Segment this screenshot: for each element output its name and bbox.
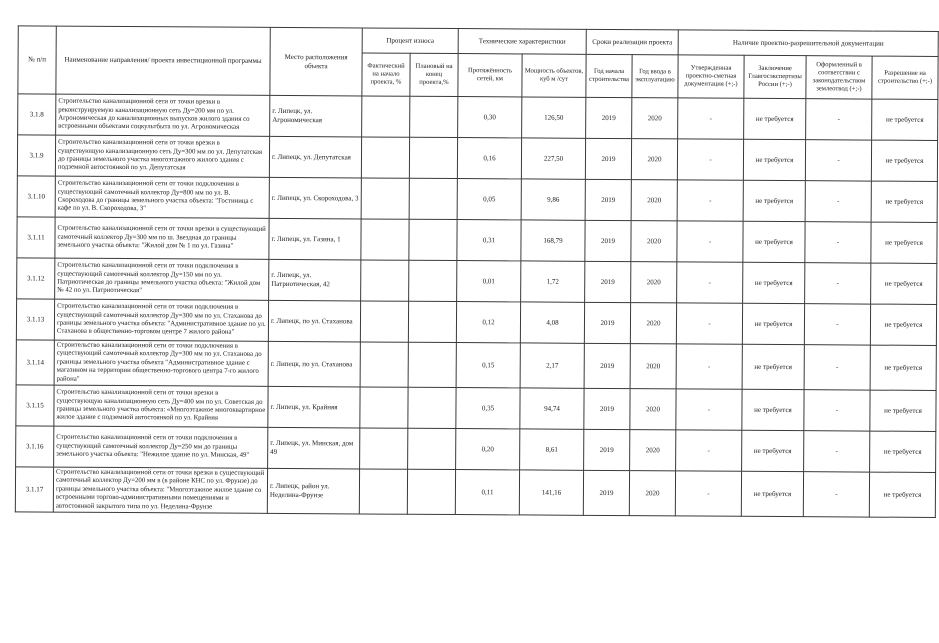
table-row: [18, 94, 938, 141]
row-location: г. Липецк, по ул. Стаханова: [268, 300, 360, 342]
row-end-year: 2020: [631, 139, 677, 180]
header-num: № п/п: [18, 26, 56, 94]
row-progress-actual: [361, 219, 409, 260]
row-progress-plan: [408, 387, 456, 428]
row-docs-permit: не требуется: [870, 431, 936, 472]
row-capacity: 168,79: [521, 220, 585, 261]
row-progress-actual: [360, 301, 408, 342]
row-capacity: 1,72: [521, 261, 585, 302]
row-start-year: 2019: [585, 220, 631, 261]
row-docs-land: -: [805, 222, 871, 263]
table-row: [16, 426, 936, 473]
row-num: 3.1.17: [15, 467, 53, 512]
row-length: 0,30: [458, 97, 522, 138]
row-docs-permit: не требуется: [870, 304, 936, 345]
row-docs-permit: не требуется: [870, 390, 936, 431]
row-progress-actual: [361, 260, 409, 301]
row-docs-expertise: не требуется: [742, 430, 804, 471]
row-location: г. Липецк, ул. Агрономическая: [270, 95, 362, 137]
row-end-year: 2020: [630, 303, 676, 344]
row-progress-actual: [360, 342, 408, 387]
row-progress-actual: [360, 428, 408, 469]
investment-program-table: [15, 25, 939, 518]
row-end-year: 2020: [630, 430, 676, 471]
row-length: 0,16: [457, 138, 521, 179]
header-tech-group: Технические характеристики: [458, 29, 586, 55]
table-row: [16, 299, 936, 346]
row-project-name: Строительство канализационной сети от точки врезки в реконструируемую канализационную сеть Ду=200 мм по ул. Агрономическая до канализационных выпусков жилого здания со встроенными объектами соцкультбыта по ул. Агрономическая: [56, 94, 270, 136]
row-progress-actual: [359, 469, 407, 514]
row-length: 0,12: [456, 302, 520, 343]
header-place: Место расположения объекта: [270, 27, 362, 96]
row-location: г. Липецк, ул. Минская, дом 49: [268, 427, 360, 469]
row-start-year: 2019: [584, 429, 630, 470]
row-project-name: Строительство канализационной сети от точки врезки в существующую канализационную сеть Ду=400 мм по ул. Советская до границы земельного участка объекта: «Многоэтажное многоквартирное жилое здание с подземной автостоянкой по ул. Крайняя: [54, 385, 268, 427]
row-length: 0,20: [456, 429, 520, 470]
row-start-year: 2019: [585, 261, 631, 302]
row-num: 3.1.13: [16, 299, 54, 340]
header-dates-start: Год начала строительства: [586, 54, 632, 97]
row-docs-expertise: не требуется: [742, 344, 804, 389]
row-progress-plan: [409, 219, 457, 260]
row-length: 0,11: [455, 470, 519, 515]
row-start-year: 2019: [584, 388, 630, 429]
table-row: [16, 340, 936, 391]
row-docs-permit: не требуется: [871, 222, 937, 263]
row-capacity: 2,17: [520, 343, 584, 388]
row-start-year: 2019: [585, 138, 631, 179]
row-progress-plan: [407, 469, 455, 514]
row-docs-permit: не требуется: [871, 181, 937, 222]
row-location: г. Липецк, ул. Крайняя: [268, 386, 360, 428]
row-docs-approved: -: [677, 139, 743, 180]
row-docs-expertise: не требуется: [741, 471, 803, 516]
row-length: 0,05: [457, 179, 521, 220]
row-docs-land: -: [806, 99, 872, 140]
row-progress-plan: [410, 96, 458, 137]
row-progress-actual: [361, 137, 409, 178]
row-start-year: 2019: [586, 97, 632, 138]
row-docs-land: -: [803, 472, 869, 517]
row-project-name: Строительство канализационной сети от точки подключения в существующий самотечный коллектор Ду=800 мм по ул. В. Скороходова до границы земельного участка объекта: "Гостиница с кафе по ул. В. Скороходова, 3": [55, 176, 269, 218]
row-location: г. Липецк, ул. Патриотическая, 42: [269, 259, 361, 301]
row-capacity: 8,61: [520, 429, 584, 470]
table-row: [17, 217, 937, 264]
row-capacity: 4,08: [520, 302, 584, 343]
header-progress-actual: Фактический на начало проекта, %: [362, 53, 410, 96]
row-num: 3.1.15: [16, 385, 54, 426]
row-progress-actual: [360, 387, 408, 428]
row-num: 3.1.16: [16, 426, 54, 467]
row-num: 3.1.10: [17, 176, 55, 217]
table-row: [17, 135, 937, 182]
row-project-name: Строительство канализационной сети от точки врезки в существующий самотечный коллектор Ду=200 мм в (в районе КНС по ул. Фрунзе) до границы земельного участка объекта: "Многоэтажное жилое здание со встроенными торгово-административными помещениями и автостоянкой закрытого типа по ул. Неделина-Фрунзе: [53, 467, 267, 513]
header-tech-capacity: Мощность объектов, куб м /сут: [522, 54, 586, 97]
row-docs-approved: -: [676, 303, 742, 344]
row-location: г. Липецк, ул. Газина, 1: [269, 218, 361, 260]
row-docs-expertise: не требуется: [743, 221, 805, 262]
row-capacity: 9,86: [521, 179, 585, 220]
table-row: [17, 176, 937, 223]
header-docs-permit: Разрешение на строительство (+;-): [872, 56, 938, 99]
row-num: 3.1.9: [17, 135, 55, 176]
row-docs-permit: не требуется: [869, 472, 935, 517]
row-docs-land: -: [805, 263, 871, 304]
row-start-year: 2019: [585, 179, 631, 220]
row-docs-expertise: не требуется: [744, 98, 806, 139]
row-docs-permit: не требуется: [871, 140, 937, 181]
row-progress-plan: [409, 178, 457, 219]
header-progress-plan: Плановый на конец проекта,%: [410, 53, 458, 96]
row-project-name: Строительство канализационной сети от точки врезки в существующий самотечный коллектор Ду=300 мм по ш. Звездная до границы земельного участка объекта: "Жилой дом № 1 по ул. Газина": [55, 217, 269, 259]
row-location: г. Липецк, по ул. Стаханова: [268, 341, 360, 387]
row-docs-permit: не требуется: [872, 99, 938, 140]
row-project-name: Строительство канализационной сети от точки подключения в существующий самотечный коллектор Ду=150 мм по ул. Патриотическая до границы земельного участка объекта: "Жилой дом № 42 по ул. Патриотическая": [55, 258, 269, 300]
row-docs-land: -: [805, 140, 871, 181]
row-num: 3.1.12: [17, 258, 55, 299]
table-row: [15, 467, 935, 518]
row-end-year: 2020: [631, 180, 677, 221]
header-docs-approved: Утвержденная проектно-сметная документация (+;-): [678, 55, 744, 98]
row-end-year: 2020: [632, 98, 678, 139]
row-docs-expertise: не требуется: [743, 139, 805, 180]
row-docs-approved: -: [676, 344, 742, 389]
row-start-year: 2019: [584, 343, 630, 388]
row-end-year: 2020: [631, 262, 677, 303]
row-docs-approved: -: [676, 389, 742, 430]
header-tech-length: Протяжённость сетей, км: [458, 54, 522, 97]
row-capacity: 227,50: [521, 138, 585, 179]
header-docs-group: Наличие проектно-разрешительной документации: [678, 30, 938, 57]
row-progress-plan: [408, 428, 456, 469]
row-num: 3.1.8: [18, 94, 56, 135]
row-length: 0,15: [456, 343, 520, 388]
row-num: 3.1.14: [16, 340, 54, 385]
row-docs-land: -: [804, 304, 870, 345]
header-dates-end: Год ввода в эксплуатацию: [632, 55, 678, 98]
row-end-year: 2020: [629, 471, 675, 516]
row-progress-plan: [409, 260, 457, 301]
row-docs-land: -: [805, 181, 871, 222]
row-project-name: Строительство канализационной сети от точки подключения в существующий самотечный коллектор Ду=300 мм по ул. Стаханова до границы земельного участка объекта: "Административное здание по ул. Стаханова в общественно-торговом центре 7 жилого района": [54, 299, 268, 341]
row-end-year: 2020: [631, 221, 677, 262]
row-docs-permit: не требуется: [871, 263, 937, 304]
row-length: 0,31: [457, 220, 521, 261]
row-docs-expertise: не требуется: [743, 262, 805, 303]
row-docs-expertise: не требуется: [742, 389, 804, 430]
row-docs-approved: -: [677, 262, 743, 303]
row-progress-actual: [361, 178, 409, 219]
row-length: 0,35: [456, 388, 520, 429]
row-docs-land: -: [804, 431, 870, 472]
row-start-year: 2019: [584, 302, 630, 343]
row-start-year: 2019: [583, 470, 629, 515]
header-progress-group: Процент износа: [362, 28, 458, 54]
row-docs-approved: -: [678, 98, 744, 139]
row-docs-land: -: [804, 390, 870, 431]
row-capacity: 141,16: [519, 470, 583, 515]
row-capacity: 94,74: [520, 388, 584, 429]
row-progress-plan: [408, 301, 456, 342]
row-location: г. Липецк, ул. Депутатская: [269, 136, 361, 178]
row-project-name: Строительство канализационной сети от точки врезки в существующую канализационную сеть Ду=300 мм по ул. Депутатская до границы земельного участка многоэтажного жилого здания с подземной автостоянкой по ул. Депутатская: [55, 135, 269, 177]
row-capacity: 126,50: [522, 97, 586, 138]
row-num: 3.1.11: [17, 217, 55, 258]
row-docs-expertise: не требуется: [743, 180, 805, 221]
header-name: Наименование направления/ проекта инвестиционной программы: [56, 26, 270, 95]
row-end-year: 2020: [630, 389, 676, 430]
row-project-name: Строительство канализационной сети от точки подключения в существующий самотечный коллектор Ду=250 мм до границы земельного участка объекта: "Нежилое здание по ул. Минская, 49": [54, 426, 268, 468]
table-row: [17, 258, 937, 305]
header-dates-group: Сроки реализации проекта: [586, 29, 678, 55]
row-end-year: 2020: [630, 344, 676, 389]
row-docs-approved: -: [675, 471, 741, 516]
row-location: г. Липецк, ул. Скороходова, 3: [269, 177, 361, 219]
header-docs-expertise: Заключение Главгосэкспертизы России (+;-): [744, 55, 806, 98]
row-project-name: Строительство канализационной сети от точки подключения в существующий самотечный коллектор Ду=300 мм по ул. Стаханова до границы земельного участка объекта "Административное здание с магазином на территории общественно-торгового центра 7-го жилого района": [54, 340, 268, 386]
row-progress-actual: [362, 96, 410, 137]
row-location: г. Липецк, район ул. Неделина-Фрунзе: [267, 468, 359, 514]
row-progress-plan: [408, 342, 456, 387]
row-docs-permit: не требуется: [870, 345, 936, 390]
table-row: [16, 385, 936, 432]
row-docs-expertise: не требуется: [742, 303, 804, 344]
row-docs-approved: -: [677, 221, 743, 262]
row-docs-approved: -: [677, 180, 743, 221]
row-length: 0,01: [457, 261, 521, 302]
row-progress-plan: [409, 137, 457, 178]
header-docs-land: Оформленный в соответствии с законодательством землеотвод (+;-): [806, 56, 872, 99]
row-docs-approved: -: [676, 430, 742, 471]
row-docs-land: -: [804, 345, 870, 390]
